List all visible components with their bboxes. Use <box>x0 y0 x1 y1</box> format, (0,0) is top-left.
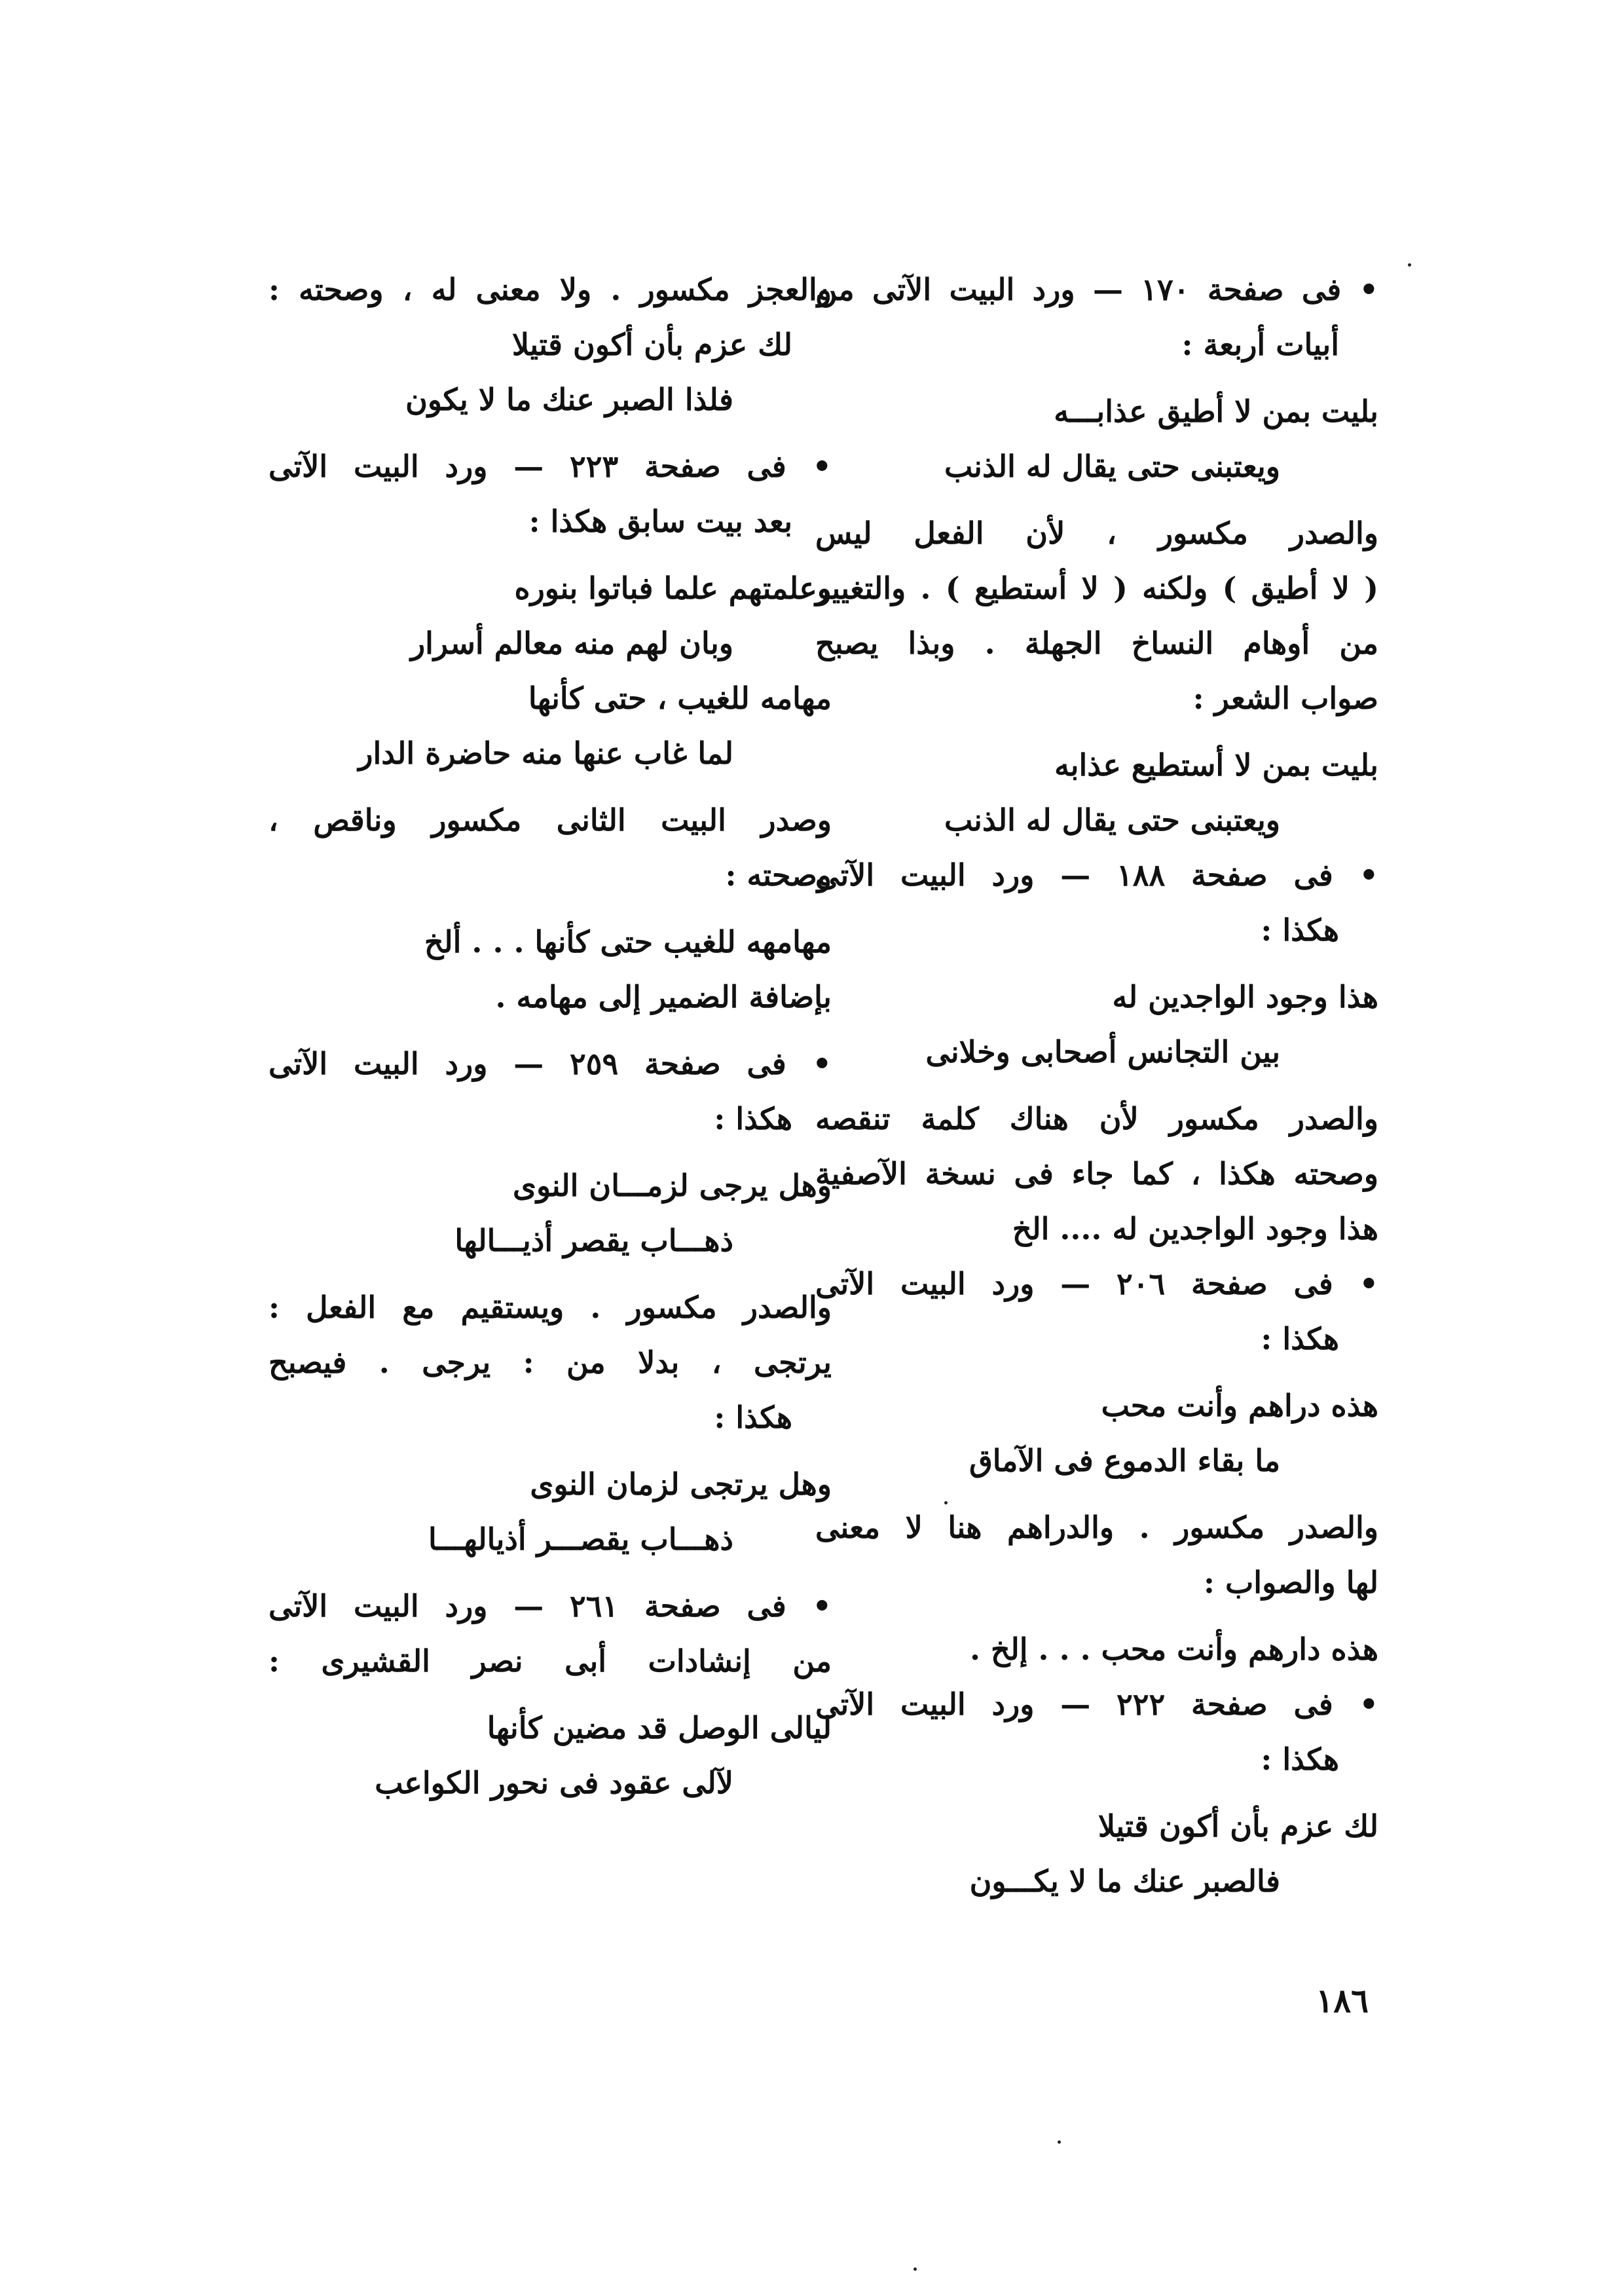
scan-speck <box>1058 2140 1061 2144</box>
text-line: • فى صفحة ٢٦١ — ورد البيت الآتى <box>268 1588 832 1624</box>
verse-line: وعلمتهم علما فباتوا بنوره <box>514 570 832 606</box>
verse-line: مهامه للغيب ، حتى كأنها <box>528 681 832 716</box>
verse-line: وهل يرتجى لزمان النوى <box>530 1466 832 1502</box>
text-line: • فى صفحة ٢٢٣ — ورد البيت الآتى <box>268 449 832 484</box>
verse-line: وبان لهم منه معالم أسرار <box>410 625 733 661</box>
text-line: • فى صفحة ٢٢٢ — ورد البيت الآتى <box>815 1687 1378 1722</box>
verse-line: ويعتبنى حتى يقال له الذنب <box>944 449 1280 484</box>
verse-line: فلذا الصبر عنك ما لا يكون <box>405 382 733 417</box>
text-line: • فى صفحة ٢٠٦ — ورد البيت الآتى <box>815 1266 1378 1301</box>
text-line: بعد بيت سابق هكذا : <box>528 504 792 539</box>
text-line: وصحته : <box>725 857 832 893</box>
verse-line: ذهـــاب يقصـــر أذيالهـــا <box>428 1521 733 1557</box>
verse-line: ما بقاء الدموع فى الآماق <box>969 1443 1280 1478</box>
text-line: هكذا : <box>1261 1321 1339 1356</box>
text-line: والصدر مكسور لأن هناك كلمة تنقصه <box>815 1101 1378 1136</box>
text-line: هكذا : <box>1261 1742 1339 1777</box>
text-line: من أوهام النساخ الجهلة . وبذا يصبح <box>815 625 1378 661</box>
verse-line: هذه دراهم وأنت محب <box>1101 1388 1378 1423</box>
verse-line: لك عزم بأن أكون قتيلا <box>511 327 792 362</box>
page-number: ١٨٦ <box>1316 1981 1369 2020</box>
text-line: والصدر مكسور . والدراهم هنا لا معنى <box>815 1510 1378 1545</box>
text-line: وصدر البيت الثانى مكسور وناقص ، <box>268 802 832 838</box>
verse-line: لك عزم بأن أكون قتيلا <box>1098 1808 1378 1844</box>
verse-line: لآلى عقود فى نحور الكواعب <box>375 1765 733 1801</box>
text-line: هكذا : <box>1261 912 1339 948</box>
verse-line: ويعتبنى حتى يقال له الذنب <box>944 802 1280 838</box>
verse-line: بين التجانس أصحابى وخلانى <box>925 1034 1280 1070</box>
scan-speck <box>1408 263 1411 267</box>
verse-line: وهل يرجى لزمـــان النوى <box>512 1168 832 1203</box>
text-line: صواب الشعر : <box>1192 681 1378 716</box>
left-column <box>268 262 832 1810</box>
text-line: والصدر مكسور ، لأن الفعل ليس <box>815 515 1378 551</box>
text-line: • فى صفحة ١٧٠ — ورد البيت الآتى من <box>815 272 1378 307</box>
verse-line: ليالى الوصل قد مضين كأنها <box>487 1710 832 1745</box>
text-line: هكذا : <box>714 1101 792 1136</box>
text-line: • فى صفحة ٢٥٩ — ورد البيت الآتى <box>268 1046 832 1081</box>
text-line: والصدر مكسور . ويستقيم مع الفعل : <box>268 1290 832 1325</box>
scan-speck <box>944 1501 948 1504</box>
verse-line: لما غاب عنها منه حاضرة الدار <box>358 736 733 771</box>
verse-line: ذهـــاب يقصر أذيـــالها <box>454 1223 733 1258</box>
right-column <box>815 262 1378 1909</box>
verse-line: بليت بمن لا أستطيع عذابه <box>1054 747 1378 783</box>
verse-line: هذا وجود الواجدين له <box>1112 979 1378 1015</box>
verse-line: مهامهه للغيب حتى كأنها . . . ألخ <box>424 924 832 960</box>
text-line: هكذا : <box>714 1400 792 1435</box>
text-line: أبيات أربعة : <box>1181 327 1339 362</box>
text-line: لها والصواب : <box>1204 1565 1378 1600</box>
verse-line: فالصبر عنك ما لا يكـــون <box>969 1863 1280 1899</box>
text-line: والعجز مكسور . ولا معنى له ، وصحته : <box>268 272 832 307</box>
text-line: بإضافة الضمير إلى مهامه . <box>495 979 832 1015</box>
text-line: هذه دارهم وأنت محب . . . إلخ . <box>970 1632 1378 1667</box>
text-line: وصحته هكذا ، كما جاء فى نسخة الآصفية <box>815 1156 1378 1191</box>
text-line: يرتجى ، بدلا من : يرجى . فيصبح <box>268 1345 832 1380</box>
scan-speck <box>913 2267 917 2271</box>
text-line: ( لا أطيق ) ولكنه ( لا أستطيع ) . والتغيير <box>815 570 1378 606</box>
text-line: من إنشادات أبى نصر القشيرى : <box>268 1643 832 1679</box>
verse-line: بليت بمن لا أطيق عذابـــه <box>1054 394 1378 429</box>
text-line: هذا وجود الواجدين له .... الخ <box>1012 1211 1378 1246</box>
text-line: • فى صفحة ١٨٨ — ورد البيت الآتى <box>815 857 1378 893</box>
